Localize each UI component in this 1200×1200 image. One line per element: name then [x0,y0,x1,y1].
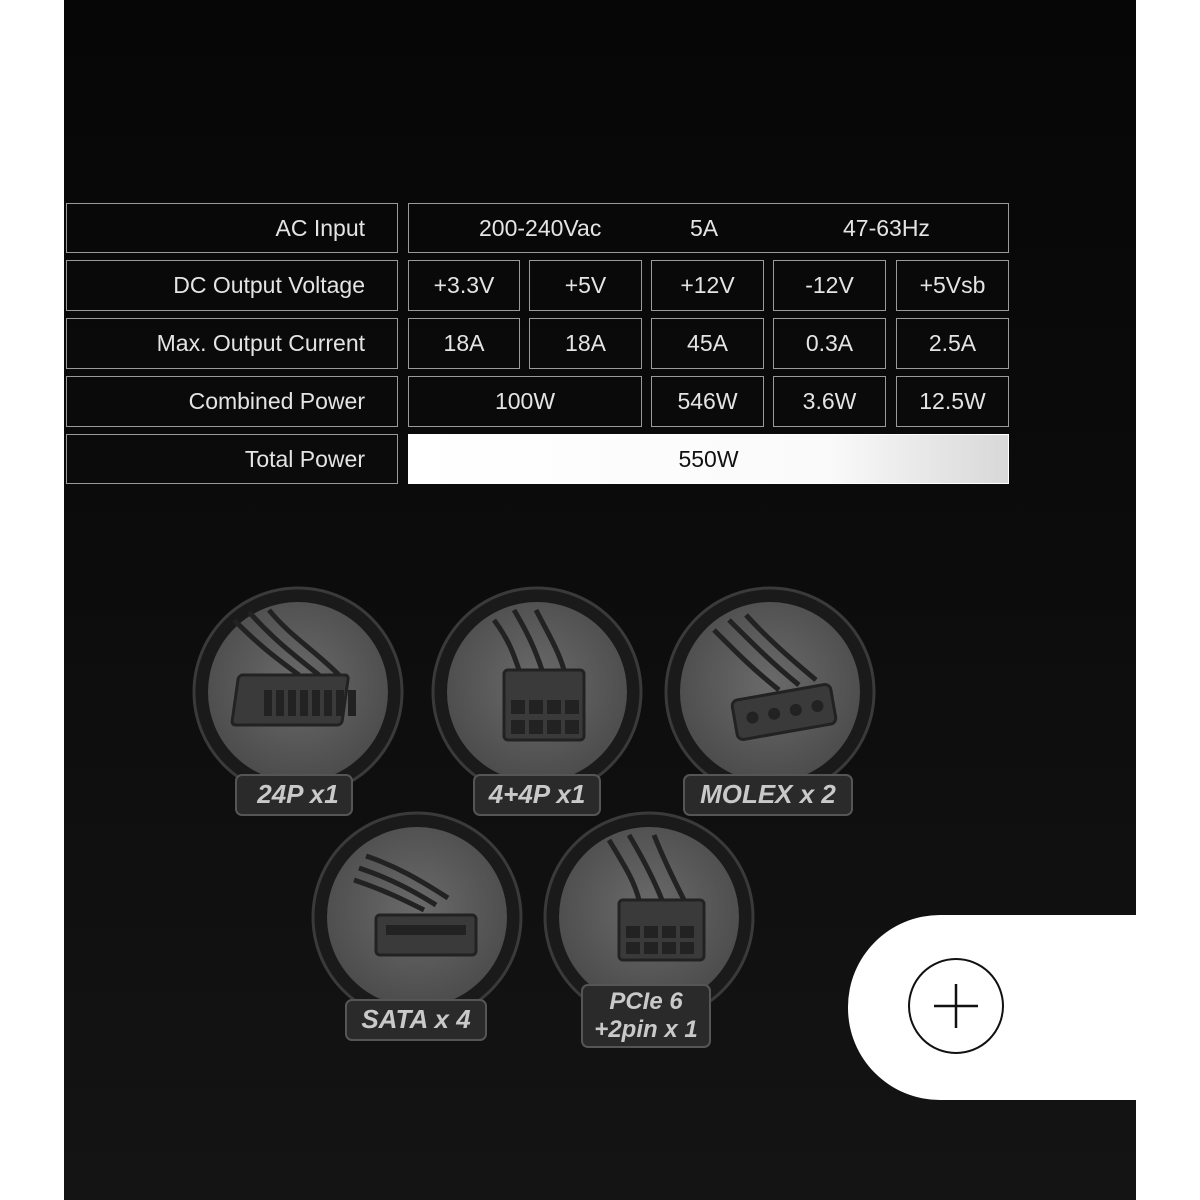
combined-power-label: Combined Power [66,376,398,427]
dc-voltage-cell: +5V [529,260,642,311]
dc-voltage-cell: +12V [651,260,764,311]
combined-power-cell: 12.5W [896,376,1009,427]
connector-label-pcie-line1: PCIe 6 [609,988,683,1015]
total-power-label: Total Power [66,434,398,484]
zoom-in-button[interactable] [908,958,1004,1054]
current-cell: 18A [529,318,642,369]
dc-voltage-cell: -12V [773,260,886,311]
max-output-current-label: Max. Output Current [66,318,398,369]
connector-label-24p: 24P x1 [257,779,339,809]
connector-label-sata: SATA x 4 [361,1004,471,1034]
current-cell: 0.3A [773,318,886,369]
ac-input-current: 5A [690,214,719,241]
connector-label-molex: MOLEX x 2 [700,779,836,809]
plus-icon [910,960,1002,1052]
atx-24pin-connector-icon [194,588,402,815]
total-power-value: 550W [408,434,1009,484]
molex-connector-icon [666,588,874,815]
combined-power-cell: 3.6W [773,376,886,427]
sata-connector-icon [313,813,521,1040]
ac-input-voltage: 200-240Vac [479,214,602,241]
combined-power-cell: 100W [408,376,642,427]
current-cell: 2.5A [896,318,1009,369]
cpu-4plus4pin-connector-icon [433,588,641,815]
ac-input-label: AC Input [66,203,398,253]
dc-voltage-cell: +3.3V [408,260,520,311]
ac-input-value-cell [408,203,1009,253]
current-cell: 18A [408,318,520,369]
ac-input-frequency: 47-63Hz [843,214,930,241]
combined-power-cell: 546W [651,376,764,427]
current-cell: 45A [651,318,764,369]
connector-label-pcie-line2: +2pin x 1 [594,1016,698,1043]
connector-label-4plus4p: 4+4P x1 [488,779,586,809]
dc-voltage-cell: +5Vsb [896,260,1009,311]
pcie-6plus2pin-connector-icon [545,813,753,1047]
dc-output-voltage-label: DC Output Voltage [66,260,398,311]
